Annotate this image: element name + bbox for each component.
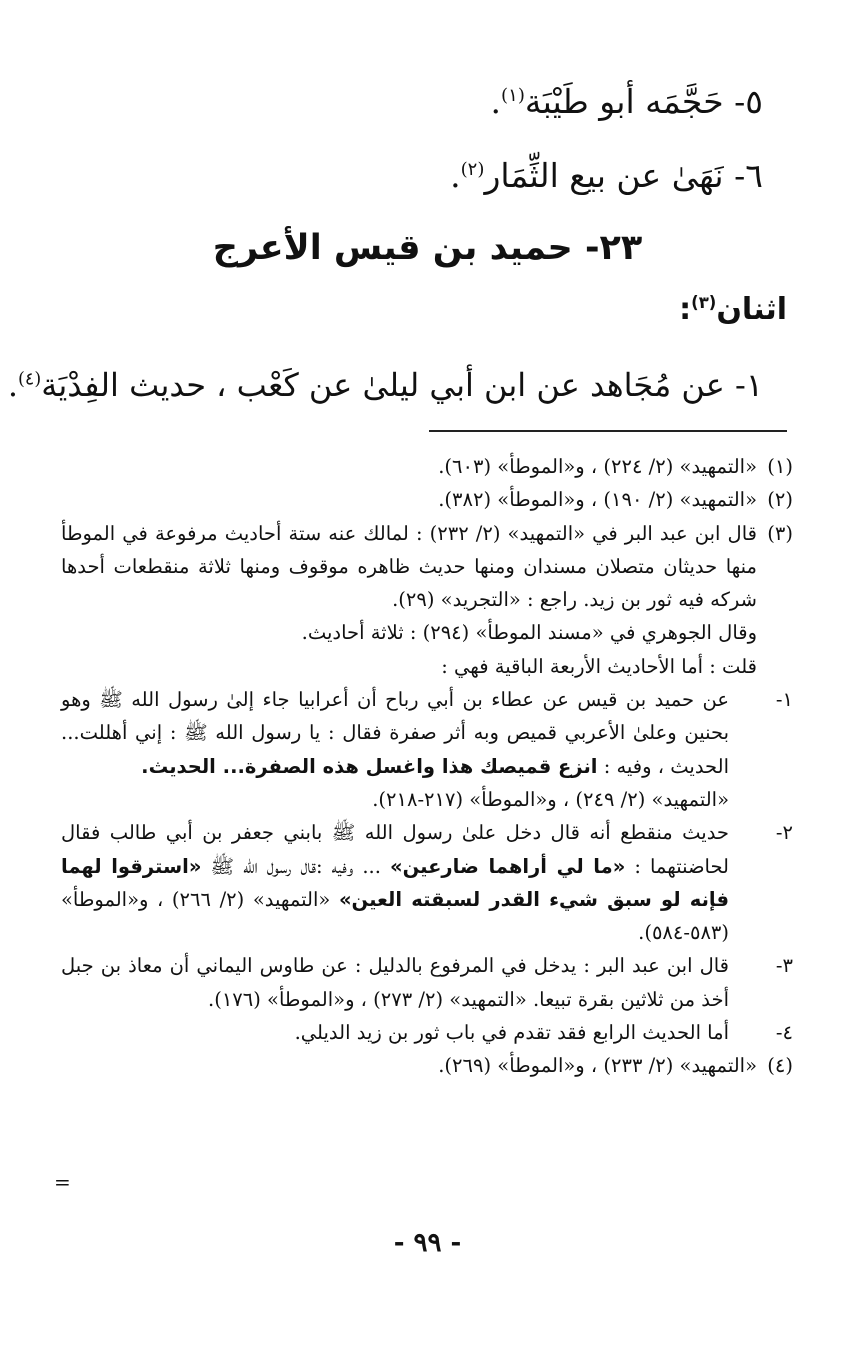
footnote-3-point-4: ٤- أما الحديث الرابع فقد تقدم في باب ثور بن زيد الديلي. bbox=[294, 1021, 793, 1045]
footnote-ref-1[interactable]: (١) bbox=[500, 85, 525, 106]
footnote-3: (٣) قال ابن عبد البر في «التمهيد» (٢/ ٢٣٢) : لمالك عنه ستة أحاديث مرفوعة في الموطأ منها حديثان متصلان مسندان ومنها حديث ظاهره موقوف ومنها ثلاثة منقطعات أحدها شركه فيه ثور بن زيد. راجع : «التجريد» (٢٩). وقال الجوهري في «مسند الموطأ» (٢٩٤) : ثلاثة أحاديث. قلت : أما الأحاديث الأربعة الباقية فهي : bbox=[61, 517, 793, 683]
footnote-2: (٢) «التمهيد» (٢/ ١٩٠) ، و«الموطأ» (٣٨٢). bbox=[61, 483, 793, 516]
footnote-ref-4[interactable]: (٤) bbox=[18, 369, 42, 390]
item-5-text: ٥- حَجَّمَه أبو طَيْبَة bbox=[524, 82, 763, 121]
footnote-ref-2[interactable]: (٢) bbox=[460, 159, 485, 180]
footnote-1: (١) «التمهيد» (٢/ ٢٢٤) ، و«الموطأ» (٦٠٣). bbox=[61, 450, 793, 483]
footnote-3-point-2: ٢- حديث منقطع أنه قال دخل علىٰ رسول الله ﷺ بابني جعفر بن أبي طالب فقال لحاضنتهما : «ما لي أراهما ضارعين» ... وفيه :قال رسول الله ﷺ «استرقوا لهما فإنه لو سبق شيء القدر لسبقته العين» «التمهيد» (٢/ ٢٦٦) ، و«الموطأ» (٥٨٣-٥٨٤). bbox=[61, 821, 793, 945]
subheading: اثنان$^{(٣)}$: bbox=[679, 292, 787, 327]
page-number: - ٩٩ - bbox=[393, 1228, 462, 1258]
item-6: ٦- نَهَىٰ عن بيع الثِّمَار$^{(٢)}$. bbox=[450, 156, 763, 195]
footnote-4: (٤) «التمهيد» (٢/ ٢٣٣) ، و«الموطأ» (٢٦٩). bbox=[61, 1049, 793, 1082]
item-6-text: ٦- نَهَىٰ عن بيع الثِّمَار bbox=[484, 156, 763, 195]
item-1: ١- عن مُجَاهد عن ابن أبي ليلىٰ عن كَعْب ، حديث الفِدْيَة$^{(٤)}$. bbox=[7, 366, 763, 404]
footnotes bbox=[61, 450, 793, 1083]
footnote-number: (٢) bbox=[767, 488, 793, 512]
continuation-mark: = bbox=[54, 1170, 71, 1194]
footnote-number: (٣) bbox=[767, 521, 793, 545]
footnote-separator bbox=[429, 430, 787, 432]
item-1-text: ١- عن مُجَاهد عن ابن أبي ليلىٰ عن كَعْب ، حديث الفِدْيَة bbox=[41, 366, 763, 404]
item-5: ٥- حَجَّمَه أبو طَيْبَة$^{(١)}$. bbox=[490, 82, 763, 121]
footnote-number: (٤) bbox=[767, 1054, 793, 1078]
footnote-3-point-3: ٣- قال ابن عبد البر : يدخل في المرفوع بالدليل : عن طاوس اليماني أن معاذ بن جبل أخذ من ثلاثين بقرة تبيعا. «التمهيد» (٢/ ٢٧٣) ، و«الموطأ» (١٧٦). bbox=[61, 954, 793, 1011]
footnote-number: (١) bbox=[767, 455, 793, 478]
section-heading: ٢٣- حميد بن قيس الأعرج bbox=[212, 228, 643, 268]
footnote-3-point-1: ١- عن حميد بن قيس عن عطاء بن أبي رباح أن أعرابيا جاء إلىٰ رسول الله ﷺ وهو بحنين وعلىٰ الأعربي قميص وبه أثر صفرة فقال : يا رسول الله ﷺ : إني أهللت... الحديث ، وفيه : انزع قميصك هذا واغسل هذه الصفرة... الحديث. «التمهيد» (٢/ ٢٤٩) ، و«الموطأ» (٢١٧-٢١٨). bbox=[61, 688, 793, 811]
footnote-ref-3[interactable]: (٣) bbox=[691, 293, 717, 312]
